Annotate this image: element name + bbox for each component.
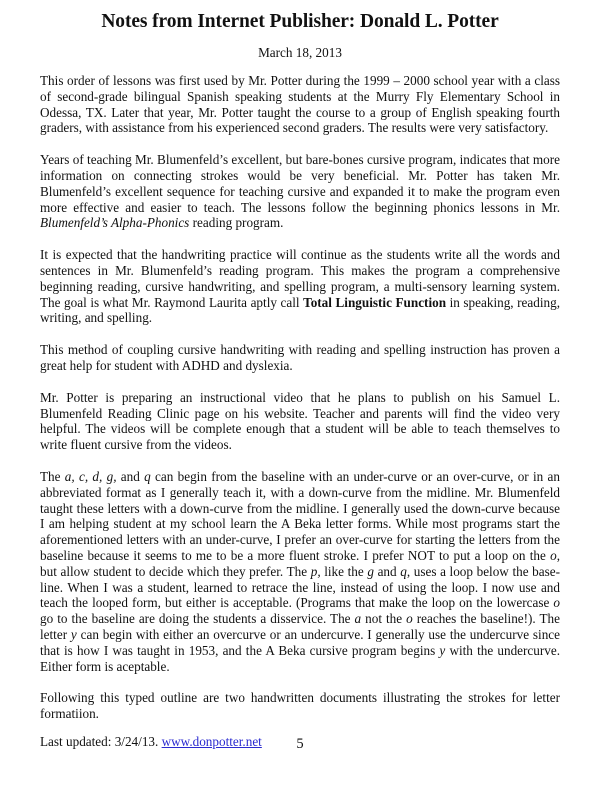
paragraph-text: Years of teaching Mr. Blumenfeld’s excellent, but bare-bones cursive program, indicates that more information on connecting strokes would be very beneficial. Mr. Potter has taken Mr. Blumenfeld’s excellent sequence for teaching cursive and expanded it to make the program even more effective and easier to teach. The lessons follow the beginning phonics lessons in Mr. xyxy=(40,152,560,215)
paragraph-text: It is expected that the handwriting practice will continue as the students write all the words and sentences in Mr. Blumenfeld’s reading program. This makes the program a comprehensive beginning reading, cursive handwriting, and spelling program, a multi-sensory learning system. The goal is what Mr. Raymond Laurita aptly call xyxy=(40,247,560,310)
letter-example: a, c, d, g, xyxy=(64,468,117,484)
paragraph-text: go to the baseline are doing the students a disservice. The xyxy=(40,611,355,627)
document-page xyxy=(40,0,560,750)
paragraph-video: Mr. Potter is preparing an instructional video that he plans to publish on his Samuel L. Blumenfeld Reading Clinic page on his website. Teacher and parents will find the video very helpful. The videos will be complete enough that a student will be able to teach themselves to write fluent cursive from the videos. xyxy=(40,389,560,453)
letter-example: o xyxy=(406,611,413,627)
letter-example: y xyxy=(70,626,77,642)
paragraph-letter-forms xyxy=(40,469,560,674)
paragraph-text: reading program. xyxy=(189,215,284,231)
last-updated-label: Last updated: 3/24/13. xyxy=(40,733,162,749)
paragraph-program xyxy=(40,152,560,231)
document-date: March 18, 2013 xyxy=(258,45,342,60)
paragraph-text: , uses a loop below the base-line. When I was a student, learned to retrace the line, instead of using the loop. I now use and teach the looped form, but either is acceptable. (Programs that make the loop on the lowercase xyxy=(40,563,561,611)
paragraph-history: This order of lessons was first used by Mr. Potter during the 1999 – 2000 school year with a class of second-grade bilingual Spanish speaking students at the Murry Fly Elementary School in Odessa, TX. Later that year, Mr. Potter taught the course to a group of English speaking fourth graders, with assistance from his experienced second graders. The results were very satisfactory. xyxy=(40,73,560,136)
paragraph-text: , but allow student to decide which they prefer. The xyxy=(40,547,560,579)
paragraph-text: like the xyxy=(320,563,368,579)
page-title: Notes from Internet Publisher: Donald L. Potter xyxy=(101,11,499,32)
paragraph-text: in speaking, reading, writing, and spelling. xyxy=(40,294,560,326)
paragraph-text: can begin with either an overcurve or an undercurve. I generally use the undercurve since that is how I was taught in 1953, and the A Beka cursive program begins xyxy=(40,626,560,658)
paragraph-following: Following this typed outline are two handwritten documents illustrating the strokes for letter formatiion. xyxy=(40,690,560,722)
letter-example: o xyxy=(550,547,557,563)
paragraph-text: not the xyxy=(361,611,407,627)
paragraph-text: The xyxy=(40,468,65,484)
letter-example: o xyxy=(553,595,560,611)
letter-example: p, xyxy=(310,563,321,579)
emphasis-term: Total Linguistic Function xyxy=(303,294,447,310)
letter-example: a xyxy=(354,611,362,627)
letter-example: q xyxy=(400,563,407,579)
page-number: 5 xyxy=(296,736,304,752)
paragraph-text: can begin from the baseline with an under-curve or an over-curve, or in an abbreviated format as I generally teach it, with a down-curve from the midline. Mr. Blumenfeld taught these letters with a down-curve from the midline. I generally used the down-curve because I am helping student at my school learn the A Beka letter forms. While most programs start the aforementioned letters with an under-curve, I prefer an over-curve for starting the letters from the baseline because it seems to me to be a more fluent stroke. I prefer NOT to put a loop on the xyxy=(40,468,560,563)
letter-example: g xyxy=(367,563,374,579)
book-title: Blumenfeld’s Alpha-Phonics xyxy=(40,215,190,231)
paragraph-text: and xyxy=(373,563,401,579)
paragraph-text: with the undercurve. Either form is aceptable. xyxy=(40,642,560,674)
website-link[interactable]: www.donpotter.net xyxy=(161,733,262,749)
paragraph-text: reaches the baseline!). The letter xyxy=(40,611,560,642)
paragraph-practice xyxy=(40,247,560,326)
letter-example: y xyxy=(439,642,446,658)
paragraph-adhd: This method of coupling cursive handwriting with reading and spelling instruction has proven a great help for student with ADHD and dyslexia. xyxy=(40,342,560,373)
letter-example: q xyxy=(144,468,151,484)
paragraph-text: and xyxy=(116,468,145,484)
